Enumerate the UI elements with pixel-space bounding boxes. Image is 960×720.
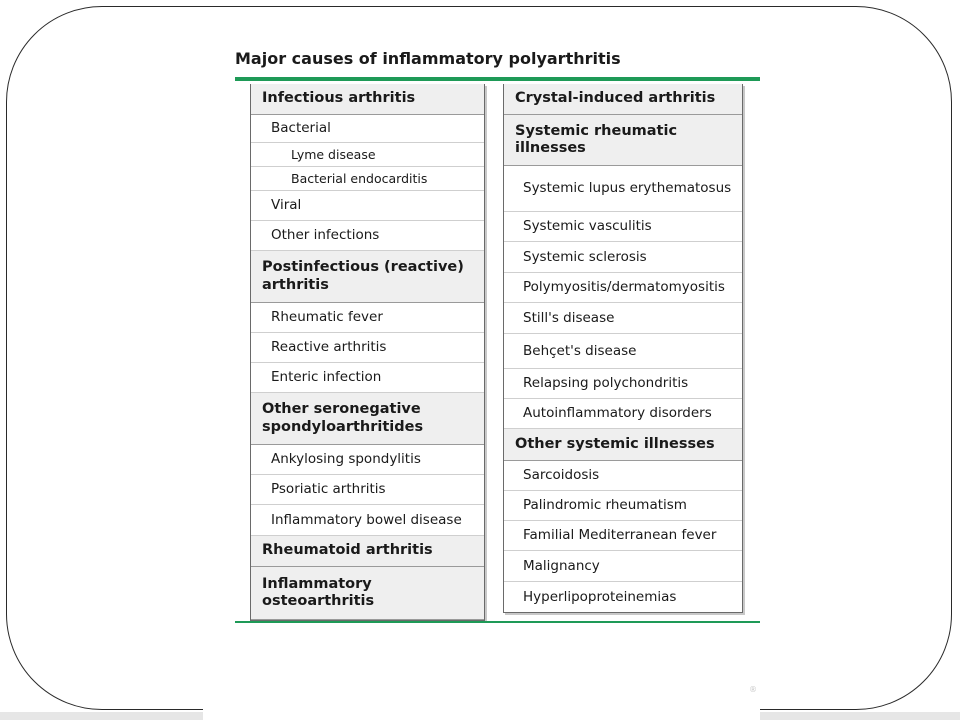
figure-card — [203, 40, 760, 720]
right-row-12: Palindromic rheumatism — [504, 491, 742, 521]
left-row-13: Inflammatory bowel disease — [251, 505, 484, 536]
left-row-15: Inflammatory osteoarthritis — [251, 567, 484, 620]
right-row-10: Other systemic illnesses — [504, 429, 742, 461]
right-row-2: Systemic lupus erythematosus — [504, 166, 742, 212]
right-row-9: Autoinflammatory disorders — [504, 399, 742, 429]
left-row-12: Psoriatic arthritis — [251, 475, 484, 505]
bottom-rule — [235, 621, 760, 623]
right-row-13: Familial Mediterranean fever — [504, 521, 742, 551]
right-row-3: Systemic vasculitis — [504, 212, 742, 242]
right-row-14: Malignancy — [504, 551, 742, 582]
right-row-4: Systemic sclerosis — [504, 242, 742, 273]
left-row-7: Rheumatic fever — [251, 303, 484, 333]
figure-title: Major causes of inflammatory polyarthritis — [235, 49, 621, 68]
title-rule — [235, 77, 760, 81]
left-row-3: Bacterial endocarditis — [251, 167, 484, 191]
right-row-8: Relapsing polychondritis — [504, 369, 742, 399]
left-row-5: Other infections — [251, 221, 484, 251]
right-column — [503, 84, 743, 613]
left-row-14: Rheumatoid arthritis — [251, 536, 484, 567]
left-row-6: Postinfectious (reactive) arthritis — [251, 251, 484, 303]
left-row-0: Infectious arthritis — [251, 84, 484, 115]
left-row-8: Reactive arthritis — [251, 333, 484, 363]
right-row-6: Still's disease — [504, 303, 742, 334]
right-row-1: Systemic rheumatic illnesses — [504, 115, 742, 166]
left-row-2: Lyme disease — [251, 143, 484, 167]
left-row-9: Enteric infection — [251, 363, 484, 393]
left-row-11: Ankylosing spondylitis — [251, 445, 484, 475]
watermark-mark: ® — [749, 685, 757, 694]
right-row-7: Behçet's disease — [504, 334, 742, 369]
right-row-15: Hyperlipoproteinemias — [523, 588, 677, 605]
right-row-0: Crystal-induced arthritis — [504, 84, 742, 115]
right-row-5: Polymyositis/dermatomyositis — [504, 273, 742, 303]
left-row-4: Viral — [251, 191, 484, 221]
left-row-1: Bacterial — [251, 115, 484, 143]
left-column — [250, 84, 485, 621]
right-row-11: Sarcoidosis — [504, 461, 742, 491]
left-row-10: Other seronegative spondyloarthritides — [251, 393, 484, 445]
